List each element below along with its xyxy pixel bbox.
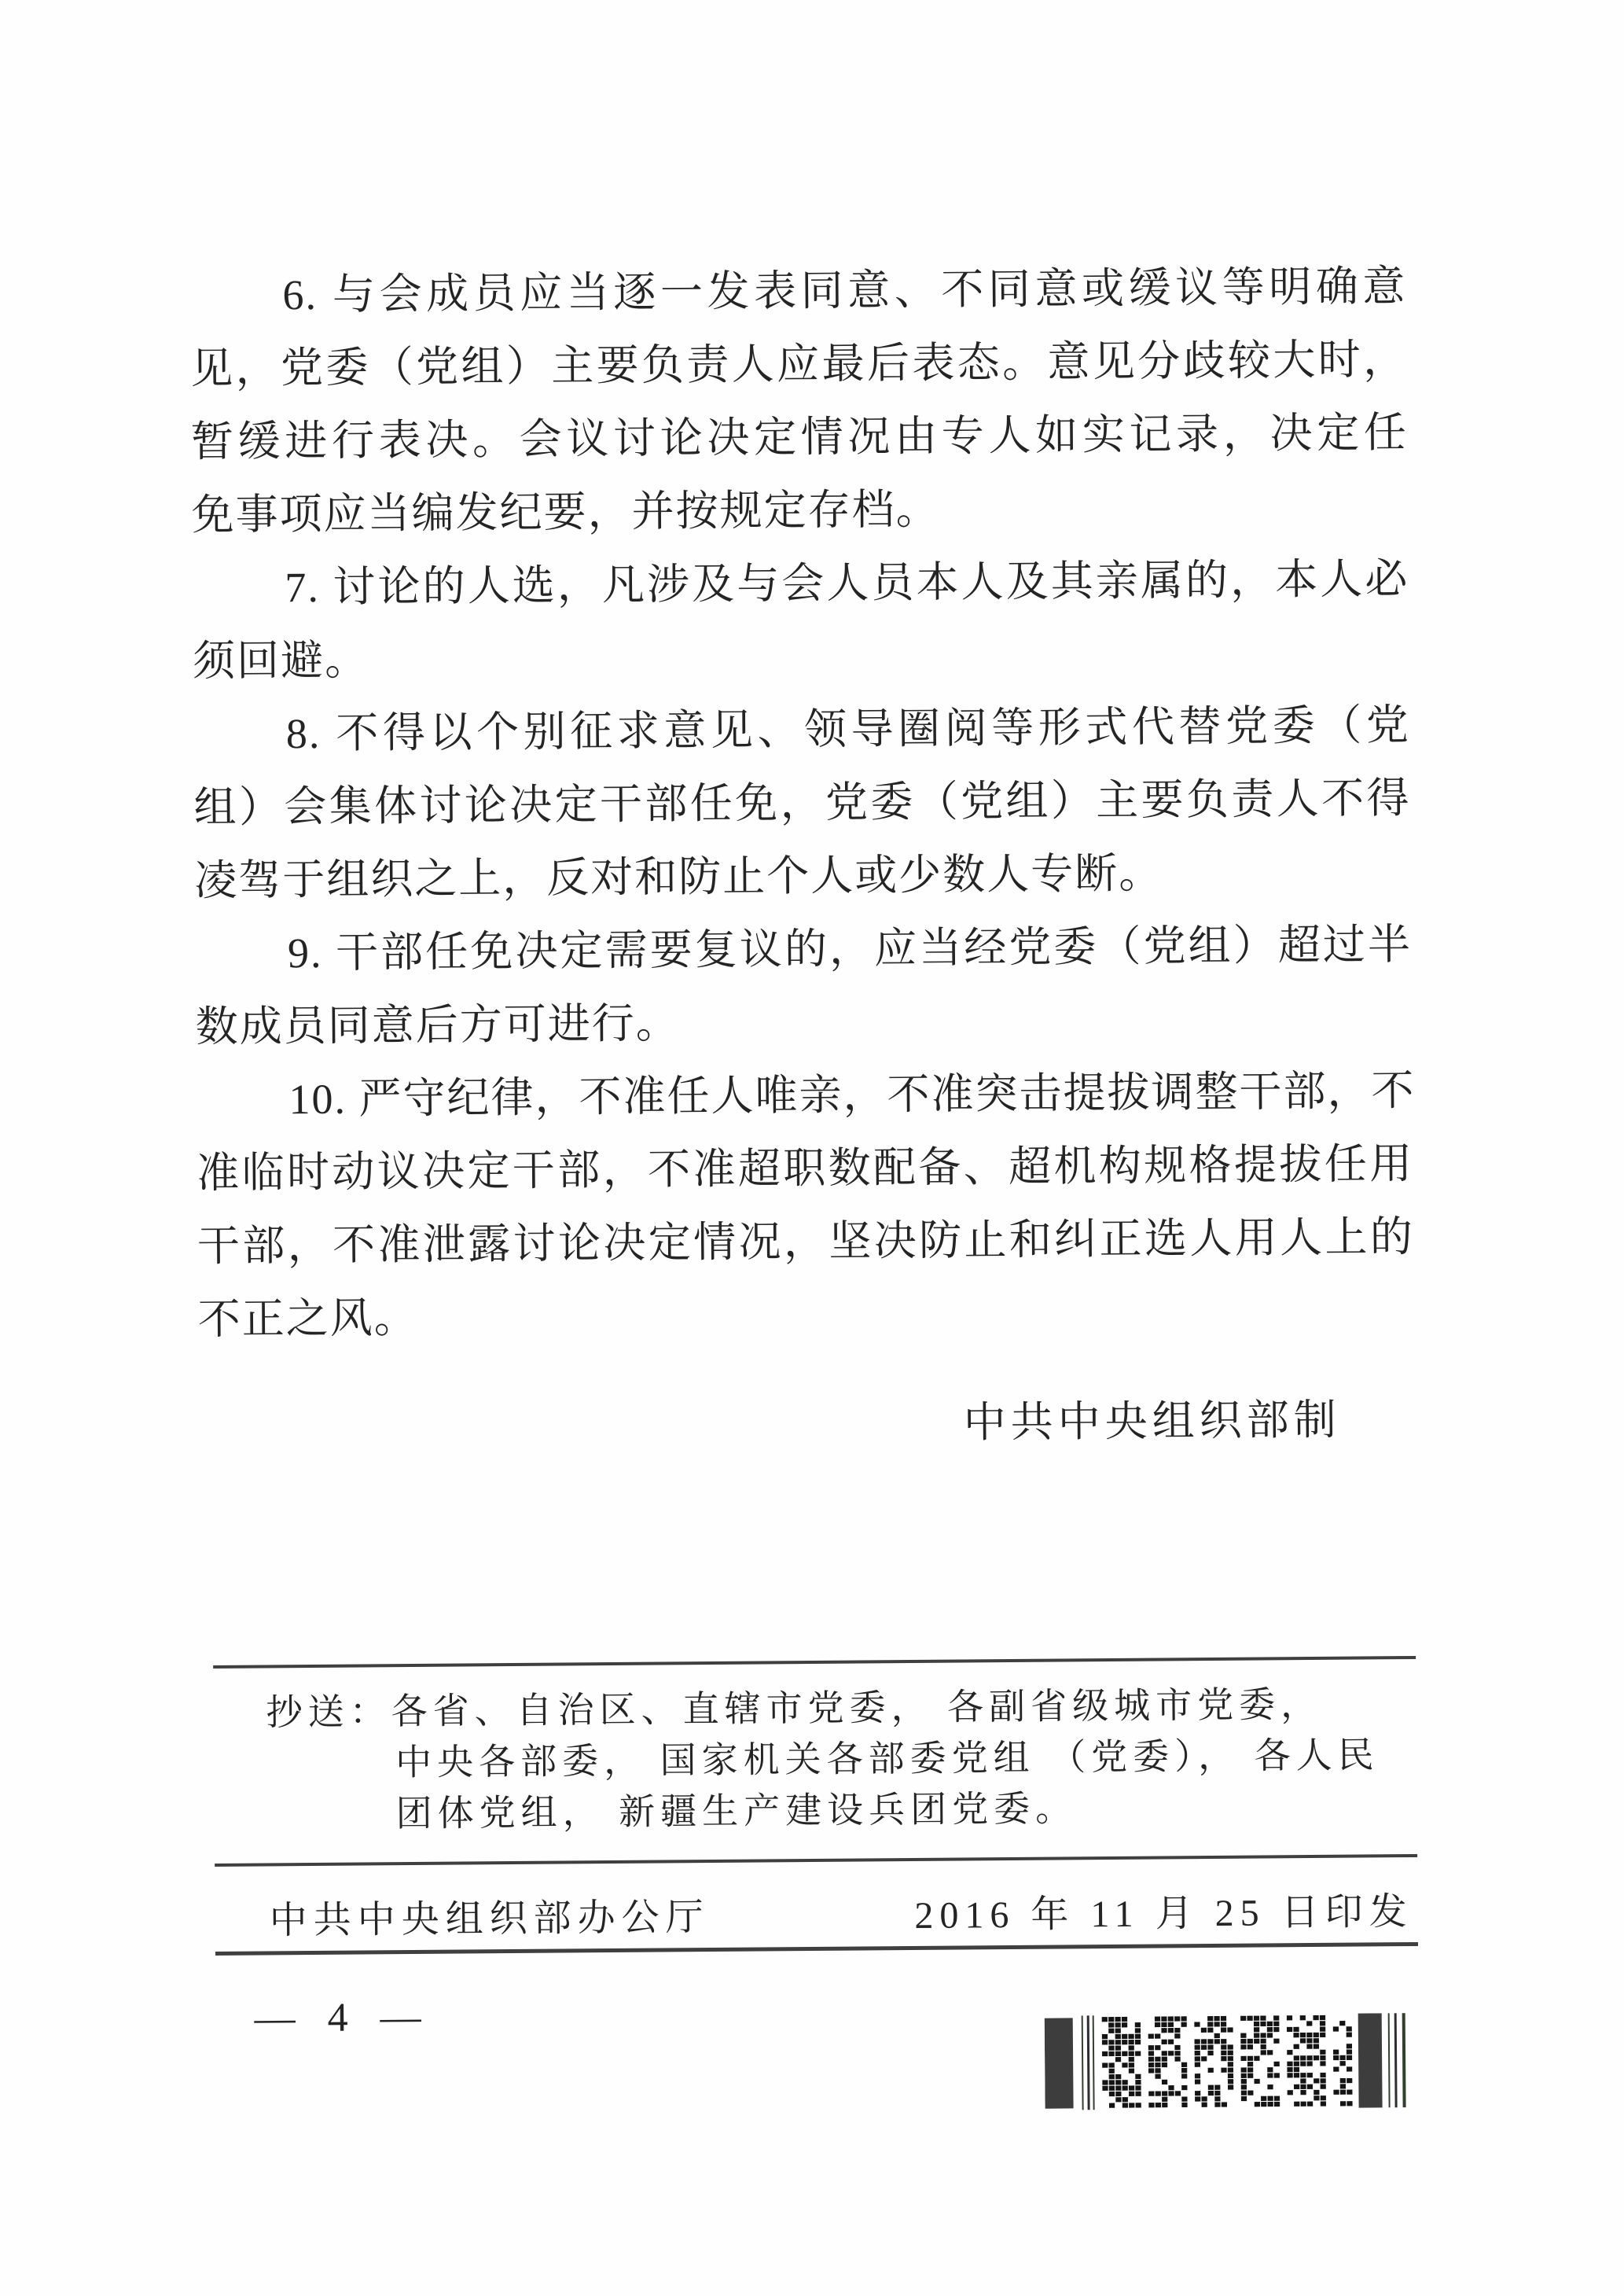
body-line: 7. 讨论的人选，凡涉及与会人员本人及其亲属的，本人必: [285, 555, 1409, 612]
body-line: 8. 不得以个别征求意见、领导圈阅等形式代替党委（党: [285, 701, 1411, 758]
issue-date: 2016 年 11 月 25 日印发: [914, 1891, 1413, 1937]
page-number: — 4 —: [254, 1994, 432, 2041]
body-line: 须回避。: [192, 636, 369, 686]
body-line: 准临时动议决定干部，不准超职数配备、超机构规格提拔任用: [196, 1139, 1414, 1198]
body-line: 6. 与会成员应当逐一发表同意、不同意或缓议等明确意: [282, 263, 1407, 319]
body-line: 见，党委（党组）主要负责人应最后表态。意见分歧较大时，: [189, 336, 1408, 393]
issuer-signature: 中共中央组织部制: [963, 1396, 1341, 1447]
body-line: 免事项应当编发纪要，并按规定存档。: [191, 485, 940, 539]
separator-line-top: [213, 1656, 1416, 1669]
body-line: 不正之风。: [197, 1293, 418, 1344]
body-line: 10. 严守纪律，不准任人唯亲，不准突击提拔调整干部，不: [288, 1066, 1416, 1124]
body-line: 干部，不准泄露讨论决定情况，坚决防止和纠正选人用人上的: [197, 1212, 1415, 1271]
separator-line-bottom: [215, 1942, 1418, 1956]
cc-line: 抄送：各省、自治区、直辖市党委， 各副省级城市党委，: [266, 1683, 1323, 1733]
body-line: 组）会集体讨论决定干部任免，党委（党组）主要负责人不得: [193, 775, 1411, 832]
separator-line-middle: [215, 1854, 1417, 1867]
issuing-office: 中共中央组织部办公厅: [269, 1897, 710, 1942]
body-line: 数成员同意后方可进行。: [195, 999, 680, 1051]
cc-line: 团体党组， 新疆生产建设兵团党委。: [395, 1788, 1078, 1834]
body-line: 9. 干部任免决定需要复议的，应当经党委（党组）超过半: [287, 921, 1413, 977]
barcode: [1045, 2013, 1409, 2112]
body-line: 凌驾于组织之上，反对和防止个人或少数人专断。: [194, 849, 1163, 905]
cc-line: 中央各部委， 国家机关各部委党组 （党委）， 各人民: [395, 1735, 1380, 1783]
body-line: 暂缓进行表决。会议讨论决定情况由专人如实记录，决定任: [190, 409, 1409, 466]
issue-row: [202, 1881, 1419, 1945]
